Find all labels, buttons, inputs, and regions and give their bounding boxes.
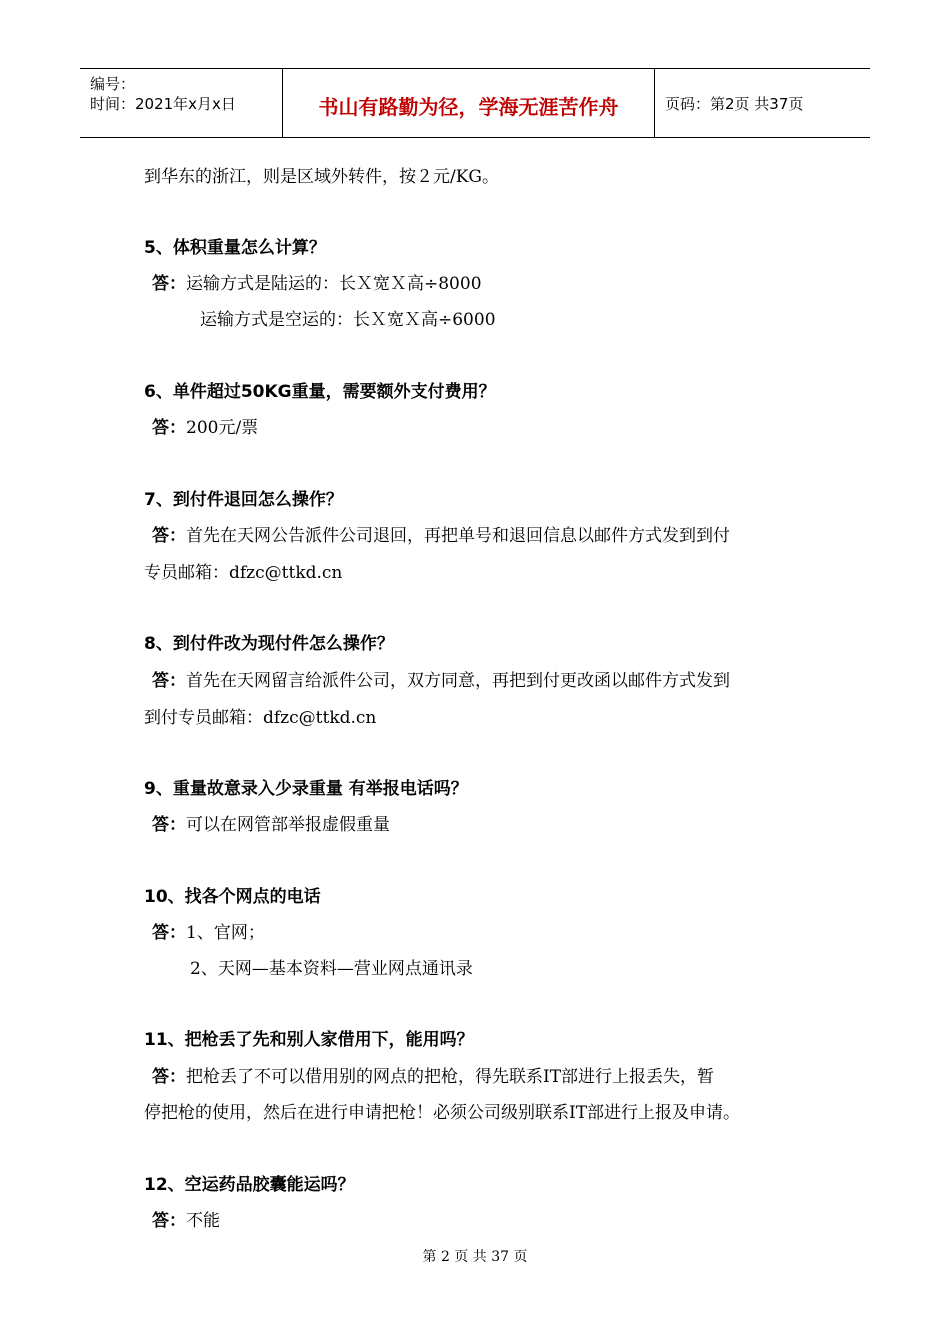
answer-text: 首先在天网公告派件公司退回，再把单号和退回信息以邮件方式发到到付 bbox=[186, 526, 730, 546]
header-motto-cell bbox=[283, 69, 655, 137]
question-7: 7、到付件退回怎么操作？ bbox=[144, 490, 343, 510]
header-page-cell bbox=[655, 69, 870, 137]
question-6: 6、单件超过50KG重量，需要额外支付费用？ bbox=[144, 382, 496, 402]
time-label: 时间：2021年x月x日 bbox=[90, 95, 236, 113]
answer-text: 1、官网； bbox=[186, 923, 265, 943]
answer-12 bbox=[152, 1206, 220, 1231]
page-footer: 第 2 页 共 37 页 bbox=[422, 1249, 528, 1265]
answer-label: 答： bbox=[152, 815, 186, 835]
answer-8-line-1 bbox=[152, 666, 730, 691]
question-5: 5、体积重量怎么计算？ bbox=[144, 238, 326, 258]
question-12: 12、空运药品胶囊能运吗？ bbox=[144, 1175, 355, 1195]
question-9: 9、重量故意录入少录重量 有举报电话吗？ bbox=[144, 779, 468, 799]
answer-label: 答： bbox=[152, 274, 186, 294]
answer-11-line-2: 停把枪的使用，然后在进行申请把枪！必须公司级别联系IT部进行上报及申请。 bbox=[144, 1103, 741, 1123]
answer-5-line-1 bbox=[152, 269, 482, 294]
question-11: 11、把枪丢了先和别人家借用下，能用吗？ bbox=[144, 1030, 474, 1050]
answer-label: 答： bbox=[152, 1067, 186, 1087]
number-label: 编号： bbox=[90, 75, 136, 93]
answer-text: 首先在天网留言给派件公司，双方同意，再把到付更改函以邮件方式发到 bbox=[186, 671, 730, 691]
answer-text: 可以在网管部举报虚假重量 bbox=[186, 815, 390, 835]
answer-text: 不能 bbox=[186, 1211, 220, 1231]
answer-label: 答： bbox=[152, 1211, 186, 1231]
answer-7-line-1 bbox=[152, 521, 730, 546]
header-left-cell bbox=[80, 69, 283, 137]
question-10: 10、找各个网点的电话 bbox=[144, 887, 321, 907]
answer-9 bbox=[152, 810, 390, 835]
answer-label: 答： bbox=[152, 526, 186, 546]
answer-label: 答： bbox=[152, 923, 186, 943]
answer-text: 运输方式是陆运的：长Ｘ宽Ｘ高÷8000 bbox=[186, 274, 482, 294]
answer-label: 答： bbox=[152, 418, 186, 438]
question-8: 8、到付件改为现付件怎么操作？ bbox=[144, 634, 394, 654]
page-header bbox=[80, 68, 870, 138]
page-info: 页码：第2页 共37页 bbox=[665, 95, 804, 113]
answer-6 bbox=[152, 413, 258, 438]
answer-7-line-2: 专员邮箱：dfzc@ttkd.cn bbox=[144, 563, 343, 583]
answer-11-line-1 bbox=[152, 1062, 714, 1087]
answer-5-line-2: 运输方式是空运的：长Ｘ宽Ｘ高÷6000 bbox=[200, 310, 496, 330]
answer-text: 200元/票 bbox=[186, 418, 259, 438]
motto: 书山有路勤为径，学海无涯苦作舟 bbox=[318, 95, 619, 119]
answer-10-line-1 bbox=[152, 918, 265, 943]
answer-label: 答： bbox=[152, 671, 186, 691]
answer-10-line-2: 2、天网—基本资料—营业网点通讯录 bbox=[190, 959, 473, 979]
answer-8-line-2: 到付专员邮箱：dfzc@ttkd.cn bbox=[144, 708, 377, 728]
answer-text: 把枪丢了不可以借用别的网点的把枪，得先联系IT部进行上报丢失，暂 bbox=[186, 1067, 715, 1087]
paragraph-line: 到华东的浙江，则是区域外转件，按２元/KG。 bbox=[144, 167, 500, 187]
